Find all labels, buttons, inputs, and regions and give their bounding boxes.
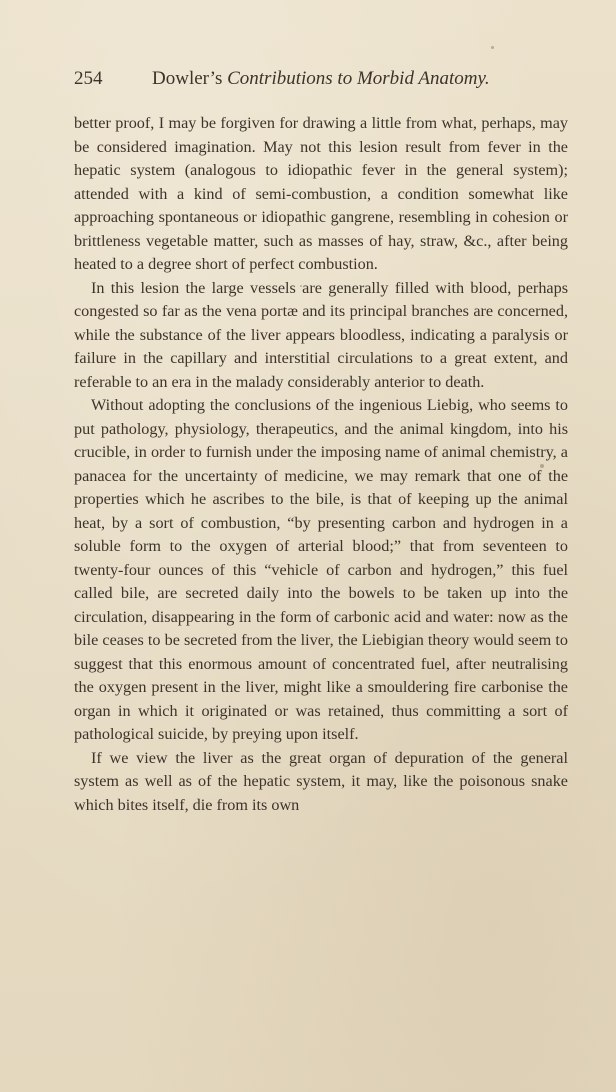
running-head	[152, 66, 490, 92]
running-head-author: Dowler’s	[152, 68, 223, 89]
paragraph-3: Without adopting the conclusions of the ingenious Liebig, who seems to put pathology, physiology, therapeutics, and the animal kingdom, into his crucible, in order to furnish under the imposing name of animal chemistry, a panacea for the uncertainty of medicine, we may remark that one of the properties which he ascribes to the bile, is that of keeping up the animal heat, by a sort of combustion, “by presenting carbon and hydrogen in a soluble form to the oxygen of arterial blood;” that from seventeen to twenty-four ounces of this “vehicle of carbon and hydrogen,” this fuel called bile, are secreted daily into the bowels to be taken up into the circulation, disappearing in the form of carbonic acid and water: now as the bile ceases to be secreted from the liver, the Liebigian theory would seem to suggest that this enormous amount of concentrated fuel, after neutralising the oxygen present in the liver, might like a smouldering fire carbonise the organ in which it originated or was retained, thus committing a sort of pathological suicide, by preying upon itself.	[74, 396, 568, 743]
page-header	[74, 66, 568, 92]
paragraph-1: better proof, I may be forgiven for drawing a little from what, perhaps, may be considered imagination. May not this lesion result from fever in the hepatic system (analogous to idiopathic fever in the general system); attended with a kind of semi-combustion, a condition somewhat like approaching spontaneous or idiopathic gangrene, resembling in cohesion or brittleness vegetable matter, such as masses of hay, straw, &c., after being heated to a degree short of perfect combustion.	[74, 114, 568, 273]
body-text	[74, 112, 568, 817]
running-head-title: Contributions to Morbid Anatomy.	[227, 68, 490, 89]
paragraph-2: In this lesion the large vessels are generally filled with blood, perhaps congested so far as the vena portæ and its principal branches are concerned, while the substance of the liver appears bloodless, indicating a paralysis or failure in the capillary and interstitial circulations to a great extent, and referable to an era in the malady considerably anterior to death.	[74, 278, 568, 391]
paragraph-4: If we view the liver as the great organ of depuration of the general system as well as of the hepatic system, it may, like the poisonous snake which bites itself, die from its own	[74, 748, 568, 814]
page-number: 254	[74, 68, 103, 89]
paper-speck	[491, 46, 494, 49]
